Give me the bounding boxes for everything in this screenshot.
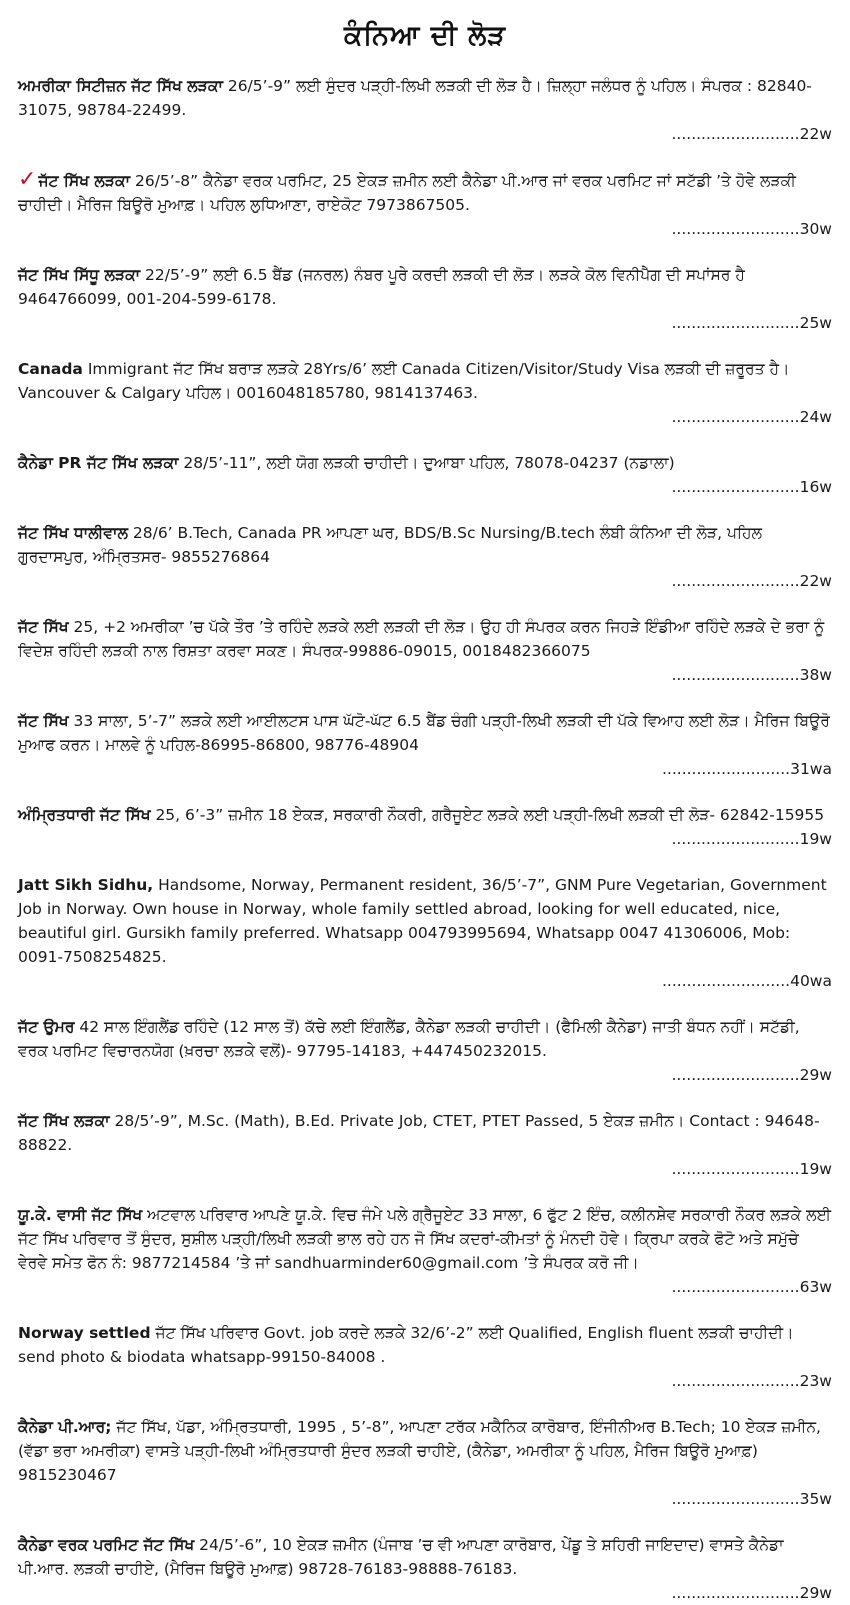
ad-lead: Norway settled xyxy=(18,1324,151,1342)
ad-lead: ਅੰਮ੍ਰਿਤਧਾਰੀ ਜੱਟ ਸਿੱਖ xyxy=(18,806,151,824)
ad-entry xyxy=(18,451,832,499)
ad-entry xyxy=(18,263,832,335)
ad-text: 25, 6’-3” ਜ਼ਮੀਨ 18 ਏਕੜ, ਸਰਕਾਰੀ ਨੌਕਰੀ, ਗਰੈਜੂਏਟ ਲੜਕੇ ਲਈ ਪੜ੍ਹੀ-ਲਿਖੀ ਲੜਕੀ ਦੀ ਲੋੜ- 62842-15955 xyxy=(150,806,825,824)
ad-code: ..........................23w xyxy=(671,1372,832,1390)
ad-entry xyxy=(18,521,832,593)
ad-text: 24/5’-6”, 10 ਏਕੜ ਜ਼ਮੀਨ (ਪੰਜਾਬ ’ਚ ਵੀ ਆਪਣਾ ਕਾਰੋਬਾਰ, ਪੇਂਡੂ ਤੇ ਸ਼ਹਿਰੀ ਜਾਇਦਾਦ) ਵਾਸਤੇ ਕੈਨੇਡਾ ਪੀ.ਆਰ. ਲੜਕੀ ਚਾਹੀਏ, (ਮੈਰਿਜ ਬਿਊਰੋ ਮੁਆਫ਼) 98728-76183-98888-76183. xyxy=(18,1536,784,1578)
ad-text: Immigrant ਜੱਟ ਸਿੱਖ ਬਰਾੜ ਲੜਕੇ 28Yrs/6’ ਲਈ Canada Citizen/Visitor/Study Visa ਲੜਕੀ ਦੀ ਜ਼ਰੂਰਤ ਹੈ। Vancouver & Calgary ਪਹਿਲ। 0016048185780, 9814137463. xyxy=(18,360,790,402)
ad-code: ..........................24w xyxy=(671,408,832,426)
ad-lead: ਜੱਟ ਸਿੱਖ xyxy=(18,618,69,636)
ads-list xyxy=(18,74,832,1605)
ad-lead: Jatt Sikh Sidhu, xyxy=(18,876,154,894)
ad-lead: ਜੱਟ ਸਿੱਖ ਲੜਕਾ xyxy=(38,172,131,190)
ad-text: 26/5’-9” ਲਈ ਸੁੰਦਰ ਪੜ੍ਹੀ-ਲਿਖੀ ਲੜਕੀ ਦੀ ਲੋੜ ਹੈ। ਜ਼ਿਲ੍ਹਾ ਜਲੰਧਰ ਨੂੰ ਪਹਿਲ। ਸੰਪਰਕ : 82840-31075, 98784-22499. xyxy=(18,77,812,119)
ad-code: ..........................16w xyxy=(671,478,832,496)
ad-lead: ਅਮਰੀਕਾ ਸਿਟੀਜ਼ਨ ਜੱਟ ਸਿੱਖ ਲੜਕਾ xyxy=(18,77,223,95)
ad-text: ਅਟਵਾਲ ਪਰਿਵਾਰ ਆਪਣੇ ਯੂ.ਕੇ. ਵਿਚ ਜੰਮੇ ਪਲੇ ਗ੍ਰੈਜੂਏਟ 33 ਸਾਲਾ, 6 ਫੁੱਟ 2 ਇੰਚ, ਕਲੀਨਸ਼ੇਵ ਸਰਕਾਰੀ ਨੌਕਰ ਲੜਕੇ ਲਈ ਜੱਟ ਸਿੱਖ ਪਰਿਵਾਰ ਤੋਂ ਸੁੰਦਰ, ਸੁਸ਼ੀਲ ਪੜ੍ਹੀ/ਲਿਖੀ ਲੜਕੀ ਭਾਲ ਰਹੇ ਹਨ ਜੋ ਸਿੱਖ ਕਦਰਾਂ-ਕੀਮਤਾਂ ਨੂੰ ਮੰਨਦੀ ਹੋਵੇ। ਕ੍ਰਿਪਾ ਕਰਕੇ ਫੋਟੋ ਅਤੇ ਸਮੁੱਚੇ ਵੇਰਵੇ ਸਮੇਤ ਫੋਨ ਨੰ: 9877214584 ’ਤੇ ਜਾਂ sandhuarminder60@gmail.com ’ਤੇ ਸੰਪਰਕ ਕਰੋ ਜੀ। xyxy=(18,1206,832,1272)
ad-text: 33 ਸਾਲਾ, 5’-7” ਲੜਕੇ ਲਈ ਆਈਲਟਸ ਪਾਸ ਘੱਟੋ-ਘੱਟ 6.5 ਬੈਂਡ ਚੰਗੀ ਪੜ੍ਹੀ-ਲਿਖੀ ਲੜਕੀ ਦੀ ਪੱਕੇ ਵਿਆਹ ਲਈ ਲੋੜ। ਮੈਰਿਜ ਬਿਊਰੋ ਮੁਆਫ ਕਰਨ। ਮਾਲਵੇ ਨੂੰ ਪਹਿਲ-86995-86800, 98776-48904 xyxy=(18,712,830,754)
ad-text: 28/5’-11”, ਲਈ ਯੋਗ ਲੜਕੀ ਚਾਹੀਦੀ। ਦੁਆਬਾ ਪਹਿਲ, 78078-04237 (ਨਡਾਲਾ) xyxy=(178,454,675,472)
ad-code: ..........................22w xyxy=(671,572,832,590)
ad-code: ..........................29w xyxy=(671,1066,832,1084)
ad-entry xyxy=(18,74,832,146)
ad-text: 26/5’-8” ਕੈਨੇਡਾ ਵਰਕ ਪਰਮਿਟ, 25 ਏਕੜ ਜ਼ਮੀਨ ਲਈ ਕੈਨੇਡਾ ਪੀ.ਆਰ ਜਾਂ ਵਰਕ ਪਰਮਿਟ ਜਾਂ ਸਟੱਡੀ ’ਤੇ ਹੋਵੇ ਲੜਕੀ ਚਾਹੀਦੀ। ਮੈਰਿਜ ਬਿਊਰੋ ਮੁਆਫ਼। ਪਹਿਲ ਲੁਧਿਆਣਾ, ਰਾਏਕੋਟ 7973867505. xyxy=(18,172,796,214)
ad-lead: ਕੈਨੇਡਾ ਵਰਕ ਪਰਮਿਟ ਜੱਟ ਸਿੱਖ xyxy=(18,1536,195,1554)
ad-entry xyxy=(18,1533,832,1605)
ad-code: ..........................22w xyxy=(671,125,832,143)
ad-entry xyxy=(18,873,832,993)
ad-lead: ਕੈਨੇਡਾ ਪੀ.ਆਰ; xyxy=(18,1418,112,1436)
ad-code: ..........................31wa xyxy=(661,760,832,778)
ad-text: 25, +2 ਅਮਰੀਕਾ ’ਚ ਪੱਕੇ ਤੌਰ ’ਤੇ ਰਹਿੰਦੇ ਲੜਕੇ ਲਈ ਲੜਕੀ ਦੀ ਲੋੜ। ਉਹ ਹੀ ਸੰਪਰਕ ਕਰਨ ਜਿਹੜੇ ਇੰਡੀਆ ਰਹਿੰਦੇ ਲੜਕੇ ਦੇ ਭਰਾ ਨੂੰ ਵਿਦੇਸ਼ ਰਹਿੰਦੀ ਲੜਕੀ ਨਾਲ ਰਿਸ਼ਤਾ ਕਰਵਾ ਸਕਣ। ਸੰਪਰਕ-99886-09015, 0018482366075 xyxy=(18,618,825,660)
ad-lead: Canada xyxy=(18,360,83,378)
ad-entry xyxy=(18,709,832,781)
ad-text: 42 ਸਾਲ ਇੰਗਲੈਂਡ ਰਹਿੰਦੇ (12 ਸਾਲ ਤੋਂ) ਕੱਚੇ ਲਈ ਇੰਗਲੈਂਡ, ਕੈਨੇਡਾ ਲੜਕੀ ਚਾਹੀਦੀ। (ਫੈਮਿਲੀ ਕੈਨੇਡਾ) ਜਾਤੀ ਬੰਧਨ ਨਹੀਂ। ਸਟੱਡੀ, ਵਰਕ ਪਰਮਿਟ ਵਿਚਾਰਨਯੋਗ (ਖ਼ਰਚਾ ਲੜਕੇ ਵਲੋਂ)- 97795-14183, +447450232015. xyxy=(18,1018,800,1060)
ad-entry xyxy=(18,803,832,851)
ad-code: ..........................19w xyxy=(671,1160,832,1178)
ad-text: 28/5’-9”, M.Sc. (Math), B.Ed. Private Job, CTET, PTET Passed, 5 ਏਕੜ ਜ਼ਮੀਨ। Contact : 94648-88822. xyxy=(18,1112,820,1154)
ad-code: ..........................19w xyxy=(671,830,832,848)
ad-lead: ਕੈਨੇਡਾ PR ਜੱਟ ਸਿੱਖ ਲੜਕਾ xyxy=(18,454,179,472)
ad-lead: ਯੂ.ਕੇ. ਵਾਸੀ ਜੱਟ ਸਿੱਖ xyxy=(18,1206,143,1224)
ad-entry xyxy=(18,1015,832,1087)
ad-entry xyxy=(18,615,832,687)
ad-text: Handsome, Norway, Permanent resident, 36/5’-7”, GNM Pure Vegetarian, Government Job in Norway. Own house in Norway, whole family settled abroad, looking for well educated, nice, beautiful girl. Gursikh family preferred. Whatsapp 004793995694, Whatsapp 0047 41306006, Mob: 0091-7508254825. xyxy=(18,876,827,966)
ad-code: ..........................63w xyxy=(671,1278,832,1296)
ad-entry xyxy=(18,168,832,241)
ad-code: ..........................25w xyxy=(671,314,832,332)
ad-text: ਜੱਟ ਸਿੱਖ ਪਰਿਵਾਰ Govt. job ਕਰਦੇ ਲੜਕੇ 32/6’-2” ਲਈ Qualified, English fluent ਲੜਕੀ ਚਾਹੀਦੀ। send photo & biodata whatsapp-99150-84008 . xyxy=(18,1324,794,1366)
ad-text: 22/5’-9” ਲਈ 6.5 ਬੈਂਡ (ਜਨਰਲ) ਨੰਬਰ ਪੂਰੇ ਕਰਦੀ ਲੜਕੀ ਦੀ ਲੋੜ। ਲੜਕੇ ਕੋਲ ਵਿਨੀਪੈੱਗ ਦੀ ਸਪਾਂਸਰ ਹੈ 9464766099, 001-204-599-6178. xyxy=(18,266,745,308)
ad-code: ..........................40wa xyxy=(661,972,832,990)
ad-text: 28/6’ B.Tech, Canada PR ਆਪਣਾ ਘਰ, BDS/B.Sc Nursing/B.tech ਲੰਬੀ ਕੰਨਿਆ ਦੀ ਲੋੜ, ਪਹਿਲ ਗੁਰਦਾਸਪੁਰ, ਅੰਮ੍ਰਿਤਸਰ- 9855276864 xyxy=(18,524,762,566)
ad-lead: ਜੱਟ ਸਿੱਖ ਲੜਕਾ xyxy=(18,1112,110,1130)
ad-entry xyxy=(18,1321,832,1393)
ad-code: ..........................35w xyxy=(671,1490,832,1508)
ad-entry xyxy=(18,1203,832,1299)
ad-code: ..........................38w xyxy=(671,666,832,684)
ad-code: ..........................29w xyxy=(671,1584,832,1602)
ad-lead: ਜੱਟ ਉਮਰ xyxy=(18,1018,75,1036)
ad-lead: ਜੱਟ ਸਿੱਖ ਧਾਲੀਵਾਲ xyxy=(18,524,128,542)
ad-text: ਜੱਟ ਸਿੱਖ, ਪੱਡਾ, ਅੰਮ੍ਰਿਤਧਾਰੀ, 1995 , 5’-8”, ਆਪਣਾ ਟਰੱਕ ਮਕੈਨਿਕ ਕਾਰੋਬਾਰ, ਇੰਜੀਨੀਅਰ B.Tech; 10 ਏਕੜ ਜ਼ਮੀਨ, (ਵੱਡਾ ਭਰਾ ਅਮਰੀਕਾ) ਵਾਸਤੇ ਪੜ੍ਹੀ-ਲਿਖੀ ਅੰਮ੍ਰਿਤਧਾਰੀ ਸੁੰਦਰ ਲੜਕੀ ਚਾਹੀਏ, (ਕੈਨੇਡਾ, ਅਮਰੀਕਾ ਨੂੰ ਪਹਿਲ, ਮੈਰਿਜ ਬਿਊਰੋ ਮੁਆਫ਼) 9815230467 xyxy=(18,1418,821,1484)
ad-lead: ਜੱਟ ਸਿੱਖ xyxy=(18,712,69,730)
ad-lead: ਜੱਟ ਸਿੱਖ ਸਿੱਧੂ ਲੜਕਾ xyxy=(18,266,141,284)
ad-entry xyxy=(18,1109,832,1181)
ad-code: ..........................30w xyxy=(671,220,832,238)
ad-entry xyxy=(18,357,832,429)
checkmark-icon: ✓ xyxy=(18,167,37,192)
page-title: ਕੰਨਿਆ ਦੀ ਲੋੜ xyxy=(343,20,507,51)
ad-entry xyxy=(18,1415,832,1511)
